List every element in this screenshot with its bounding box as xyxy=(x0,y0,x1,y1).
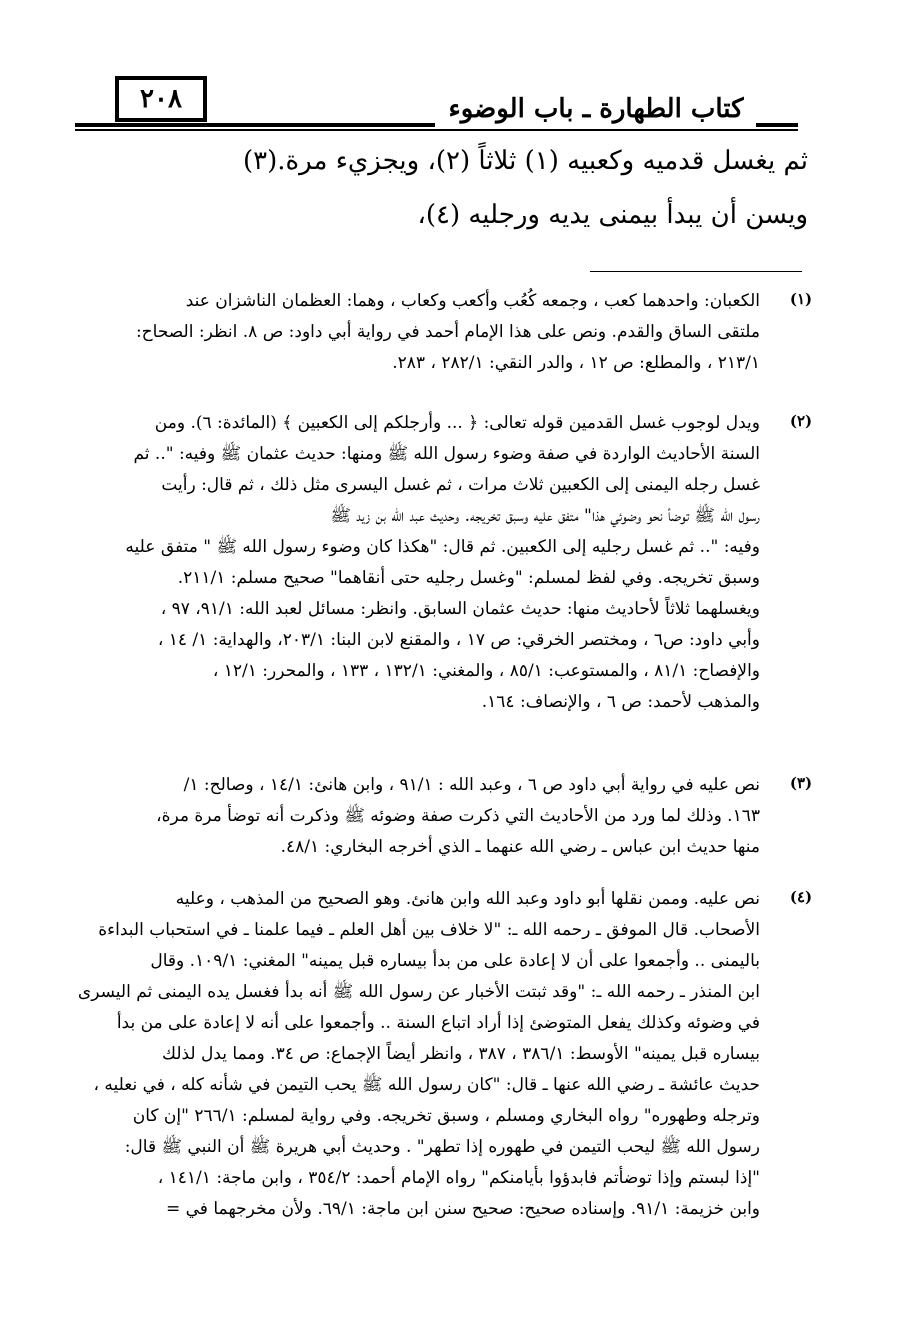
footnote-number: (٢) xyxy=(789,412,813,430)
footnote-line: الأصحاب. قال الموفق ـ رحمه الله ـ: "لا خلاف بين أهل العلم ـ فيما علمنا ـ في استحباب البداءة xyxy=(98,920,760,940)
footnote-line: ٢١٣/١ ، والمطلع: ص ١٢ ، والدر النقي: ٢٨٢/١ ، ٢٨٣. xyxy=(392,353,760,373)
footnote-line: منها حديث ابن عباس ـ رضي الله عنهما ـ الذي أخرجه البخاري: ٤٨/١. xyxy=(280,837,760,857)
footnote-line: حديث عائشة ـ رضي الله عنها ـ قال: "كان رسول الله ﷺ يحب التيمن في شأنه كله ، في نعليه ، xyxy=(93,1075,760,1095)
header-rule-right xyxy=(756,123,798,127)
footnote-line: وسبق تخريجه. وفي لفظ لمسلم: "وغسل رجليه حتى أنقاهما" صحيح مسلم: ٢١١/١. xyxy=(177,568,760,588)
footnote-line: "إذا لبستم وإذا توضأتم فابدؤوا بأيامنكم" رواه الإمام أحمد: ٣٥٤/٢ ، وابن ماجة: ١٤١/١ ، xyxy=(157,1168,760,1188)
footnote-3 xyxy=(70,770,760,863)
footnote-line: غسل رجله اليمنى إلى الكعبين ثلاث مرات ، ثم غسل اليسرى مثل ذلك ، ثم قال: رأيت xyxy=(161,475,760,495)
main-text-line-1: ثم يغسل قدميه وكعبيه (١) ثلاثاً (٢)، ويجزيء مرة.(٣) xyxy=(243,146,808,176)
footnote-line: ١٦٣. وذلك لما ورد من الأحاديث التي ذكرت صفة وضوئه ﷺ وذكرت أنه توضأ مرة مرة، xyxy=(156,806,760,826)
footnote-line: وأبي داود: ص٦ ، ومختصر الخرقي: ص ١٧ ، والمقنع لابن البنا: ٢٠٣/١، والهداية: ١/ ١٤ ، xyxy=(157,630,760,650)
footnote-line: في وضوئه وكذلك يفعل المتوضئ إذا أراد اتباع السنة .. وأجمعوا على أنه لا إعادة على من بدأ xyxy=(116,1013,760,1033)
main-text-line-2: ويسن أن يبدأ بيمنى يديه ورجليه (٤)، xyxy=(417,200,808,230)
footnote-line: الكعبان: واحدهما كعب ، وجمعه كُعُب وأكعب وكعاب ، وهما: العظمان الناشزان عند xyxy=(185,291,760,311)
footnote-2 xyxy=(70,408,760,718)
footnote-number: (٤) xyxy=(789,888,813,906)
footnote-line: رسول الله ﷺ توضأ نحو وضوئي هذا" متفق عليه وسبق تخريجه. وحديث عبد الله بن زيد ﷺ xyxy=(330,506,760,526)
footnote-line: والمذهب لأحمد: ص ٦ ، والإنصاف: ١٦٤. xyxy=(481,692,760,712)
footnote-separator xyxy=(590,271,802,272)
footnote-line: ملتقى الساق والقدم. ونص على هذا الإمام أحمد في رواية أبي داود: ص ٨. انظر: الصحاح: xyxy=(135,322,760,342)
header-rule-left xyxy=(75,123,435,127)
footnote-line: نص عليه. وممن نقلها أبو داود وعبد الله وابن هانئ. وهو الصحيح من المذهب ، وعليه xyxy=(175,889,760,909)
footnote-number: (١) xyxy=(789,290,813,308)
footnote-line: باليمنى .. وأجمعوا على أن لا إعادة على من بدأ بيساره قبل يمينه" المغني: ١٠٩/١. وقال xyxy=(150,951,760,971)
footnote-line: بيساره قبل يمينه" الأوسط: ٣٨٦/١ ، ٣٨٧ ، وانظر أيضاً الإجماع: ص ٣٤. ومما يدل لذلك xyxy=(162,1044,760,1064)
footnote-line: ابن المنذر ـ رحمه الله ـ: "وقد ثبتت الأخبار عن رسول الله ﷺ أنه بدأ فغسل يده اليمنى ثم اليسرى xyxy=(77,982,760,1002)
footnote-number: (٣) xyxy=(789,774,813,792)
footnote-line: ويدل لوجوب غسل القدمين قوله تعالى: ﴿ ... وأرجلكم إلى الكعبين ﴾ (المائدة: ٦). ومن xyxy=(154,413,760,433)
footnote-4 xyxy=(70,884,760,1225)
footnote-line: ويغسلهما ثلاثاً لأحاديث منها: حديث عثمان السابق. وانظر: مسائل لعبد الله: ٩١/١، ٩٧ ، xyxy=(160,599,760,619)
page-number: ٢٠٨ xyxy=(115,76,207,122)
footnote-line: نص عليه في رواية أبي داود ص ٦ ، وعبد الله : ٩١/١ ، وابن هانئ: ١٤/١ ، وصالح: ١/ xyxy=(183,775,760,795)
footnote-line: رسول الله ﷺ ليحب التيمن في طهوره إذا تطهر" . وحديث أبي هريرة ﷺ أن النبي ﷺ قال: xyxy=(124,1137,760,1157)
running-header-title: كتاب الطهارة ـ باب الوضوء xyxy=(448,94,744,124)
footnote-line: وابن خزيمة: ٩١/١. وإسناده صحيح: صحيح سنن ابن ماجة: ٦٩/١. ولأن مخرجهما في = xyxy=(165,1199,760,1219)
footnote-line: والإفصاح: ٨١/١ ، والمستوعب: ٨٥/١ ، والمغني: ١٣٢/١ ، ١٣٣ ، والمحرر: ١٢/١ ، xyxy=(212,661,760,681)
footnote-line: وترجله وطهوره" رواه البخاري ومسلم ، وسبق تخريجه. وفي رواية لمسلم: ٢٦٦/١ "إن كان xyxy=(132,1106,760,1126)
footnote-1 xyxy=(70,286,760,379)
footnote-line: وفيه: ".. ثم غسل رجليه إلى الكعبين. ثم قال: "هكذا كان وضوء رسول الله ﷺ " متفق عليه xyxy=(125,537,760,557)
footnote-line: السنة الأحاديث الواردة في صفة وضوء رسول الله ﷺ ومنها: حديث عثمان ﷺ وفيه: ".. ثم xyxy=(133,444,760,464)
